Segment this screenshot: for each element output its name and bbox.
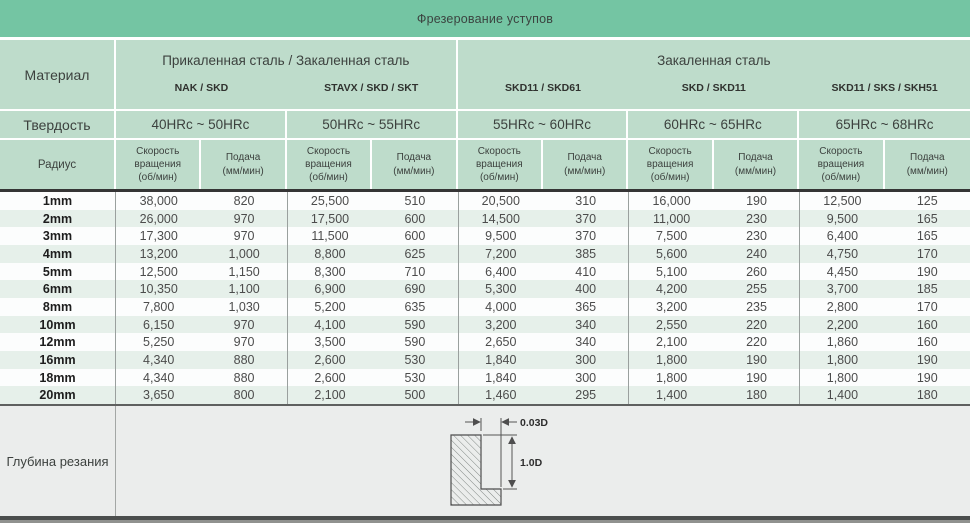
speed-column-header: [799, 140, 884, 189]
depth-diagram-area: [116, 406, 970, 516]
feed-header-line: Подача: [396, 152, 432, 164]
radius-cell: 18mm: [0, 369, 116, 387]
value-cell: 3,200: [628, 298, 713, 316]
table-row: [0, 245, 970, 263]
value-cell: 385: [575, 246, 597, 261]
value-cell: 970: [233, 335, 255, 350]
value-cell: 970: [233, 229, 255, 244]
speed-column-header: [116, 140, 201, 189]
value-cell: 600: [404, 229, 426, 244]
depth-section: [0, 406, 970, 516]
radius-cell: 16mm: [0, 351, 116, 369]
radius-cell: 3mm: [0, 227, 116, 245]
value-cell: 600: [404, 211, 426, 226]
value-cell: 590: [404, 317, 426, 332]
speed-header-line: вращения: [134, 158, 182, 170]
value-cell: 6,400: [799, 227, 884, 245]
dim-label-top: 0.03D: [520, 417, 549, 429]
radius-cell: 8mm: [0, 298, 116, 316]
value-cell: 180: [746, 388, 767, 403]
value-cell: 6,400: [458, 263, 543, 281]
value-cell: 38,000: [139, 193, 178, 208]
title-bar: [0, 0, 970, 37]
feed-header-line: (мм/мин): [564, 165, 606, 177]
value-cell: 4,750: [799, 245, 884, 263]
radius-cell: 6mm: [0, 280, 116, 298]
steel-grades: NAK / SKD: [174, 82, 229, 94]
value-cell: 260: [746, 264, 767, 279]
value-cell: 2,650: [458, 333, 543, 351]
speed-header-line: (об/мин): [650, 172, 690, 184]
speed-header-line: Скорость: [136, 145, 180, 157]
speed-header-line: вращения: [817, 158, 865, 170]
speed-header-line: Скорость: [306, 145, 351, 157]
value-cell: 11,000: [628, 210, 713, 228]
radius-cell: 12mm: [0, 333, 116, 351]
value-cell: 1,800: [628, 351, 713, 369]
value-cell: 2,600: [287, 351, 372, 369]
step-diagram: [446, 414, 564, 512]
value-cell: 1,100: [228, 282, 260, 297]
feed-header-line: (мм/мин): [906, 165, 948, 177]
value-cell: 125: [916, 193, 938, 208]
value-cell: 17,300: [139, 229, 178, 244]
value-cell: 4,100: [287, 316, 372, 334]
value-cell: 4,340: [143, 370, 175, 385]
hardness-row: [0, 111, 970, 138]
value-cell: 9,500: [799, 210, 884, 228]
speed-header-line: (об/мин): [479, 172, 519, 184]
radius-cell: 20mm: [0, 386, 116, 404]
hardness-value: 65HRc ~ 68HRc: [835, 117, 934, 132]
value-cell: 6,150: [143, 317, 175, 332]
feed-header-line: (мм/мин): [734, 165, 777, 177]
radius-cell: 2mm: [0, 210, 116, 228]
value-cell: 510: [404, 193, 426, 208]
value-cell: 5,600: [628, 245, 713, 263]
value-cell: 340: [575, 317, 597, 332]
value-cell: 190: [746, 370, 767, 385]
feed-column-header: [543, 140, 628, 189]
value-cell: 2,800: [799, 298, 884, 316]
value-cell: 1,840: [458, 369, 543, 387]
radius-cell: 5mm: [0, 263, 116, 281]
value-cell: 5,100: [628, 263, 713, 281]
value-cell: 5,250: [143, 335, 175, 350]
value-cell: 5,200: [287, 298, 372, 316]
value-cell: 16,000: [628, 192, 713, 210]
speed-header-line: Скорость: [648, 145, 692, 157]
value-cell: 10,350: [139, 282, 178, 297]
value-cell: 530: [404, 352, 426, 367]
value-cell: 1,460: [458, 386, 543, 404]
feed-header-line: (мм/мин): [222, 165, 264, 177]
value-cell: 160: [916, 335, 938, 350]
value-cell: 1,800: [628, 369, 713, 387]
column-header-row: [0, 140, 970, 189]
value-cell: 1,860: [799, 333, 884, 351]
table-row: [0, 280, 970, 298]
material-label: Материал: [0, 40, 116, 109]
value-cell: 2,100: [287, 386, 372, 404]
value-cell: 530: [404, 370, 426, 385]
table-row: [0, 333, 970, 351]
value-cell: 25,500: [287, 192, 372, 210]
value-cell: 4,200: [628, 280, 713, 298]
value-cell: 1,400: [799, 386, 884, 404]
value-cell: 185: [916, 282, 938, 297]
value-cell: 4,450: [799, 263, 884, 281]
value-cell: 1,400: [628, 386, 713, 404]
value-cell: 340: [575, 335, 597, 350]
value-cell: 6,900: [287, 280, 372, 298]
value-cell: 26,000: [139, 211, 178, 226]
value-cell: 1,030: [228, 299, 260, 314]
feed-column-header: [201, 140, 286, 189]
value-cell: 4,000: [458, 298, 543, 316]
value-cell: 3,500: [287, 333, 372, 351]
value-cell: 2,550: [628, 316, 713, 334]
speed-header-line: (об/мин): [821, 172, 861, 184]
value-cell: 7,200: [458, 245, 543, 263]
value-cell: 165: [916, 229, 938, 244]
radius-cell: 10mm: [0, 316, 116, 334]
depth-label: Глубина резания: [0, 406, 116, 516]
value-cell: 710: [404, 264, 426, 279]
value-cell: 13,200: [139, 246, 178, 261]
hardness-label: Твердость: [0, 111, 116, 138]
table-row: [0, 263, 970, 281]
value-cell: 9,500: [458, 227, 543, 245]
speed-column-header: [628, 140, 713, 189]
value-cell: 12,500: [139, 264, 178, 279]
value-cell: 7,500: [628, 227, 713, 245]
table-row: [0, 298, 970, 316]
steel-grades: STAVX / SKD / SKT: [287, 80, 458, 109]
value-cell: 220: [746, 335, 767, 350]
value-cell: 14,500: [458, 210, 543, 228]
value-cell: 880: [233, 352, 255, 367]
value-cell: 180: [916, 388, 938, 403]
table-row: [0, 192, 970, 210]
value-cell: 160: [916, 317, 938, 332]
table-row: [0, 369, 970, 387]
speed-header-line: вращения: [646, 158, 694, 170]
speed-header-line: (об/мин): [309, 172, 348, 184]
value-cell: 880: [233, 370, 255, 385]
value-cell: 400: [575, 282, 597, 297]
value-cell: 370: [575, 211, 597, 226]
value-cell: 190: [916, 264, 938, 279]
feed-header-line: (мм/мин): [393, 165, 435, 177]
value-cell: 300: [575, 370, 597, 385]
value-cell: 1,800: [799, 351, 884, 369]
dim-label-side: 1.0D: [520, 457, 543, 469]
value-cell: 3,700: [799, 280, 884, 298]
hardness-value: 50HRc ~ 55HRc: [287, 111, 458, 138]
value-cell: 12,500: [799, 192, 884, 210]
value-cell: 295: [575, 388, 597, 403]
value-cell: 370: [575, 229, 597, 244]
value-cell: 625: [404, 246, 426, 261]
radius-cell: 1mm: [0, 192, 116, 210]
radius-cell: 4mm: [0, 245, 116, 263]
speed-header-line: Скорость: [819, 145, 863, 157]
speed-header-line: Скорость: [477, 145, 521, 157]
value-cell: 970: [233, 211, 255, 226]
value-cell: 3,650: [143, 388, 175, 403]
value-cell: 165: [916, 211, 938, 226]
value-cell: 300: [575, 352, 597, 367]
value-cell: 190: [916, 370, 938, 385]
feed-header-line: Подача: [567, 152, 602, 164]
value-cell: 1,800: [799, 369, 884, 387]
table-row: [0, 227, 970, 245]
value-cell: 7,800: [143, 299, 175, 314]
steel-grades: SKD11 / SKD61: [505, 82, 581, 94]
table-row: [0, 210, 970, 228]
value-cell: 190: [746, 193, 767, 208]
speed-header-line: вращения: [305, 158, 352, 170]
value-cell: 2,100: [628, 333, 713, 351]
value-cell: 235: [746, 299, 767, 314]
value-cell: 820: [233, 193, 255, 208]
speed-header-line: вращения: [475, 158, 523, 170]
table-row: [0, 316, 970, 334]
value-cell: 635: [404, 299, 426, 314]
feed-column-header: [372, 140, 457, 189]
speed-column-header: [287, 140, 372, 189]
value-cell: 365: [575, 299, 597, 314]
table-row: [0, 351, 970, 369]
value-cell: 170: [916, 246, 938, 261]
table-row: [0, 386, 970, 404]
workpiece-shape: [451, 435, 501, 505]
radius-label: Радиус: [0, 140, 116, 189]
value-cell: 20,500: [458, 192, 543, 210]
value-cell: 240: [746, 246, 767, 261]
value-cell: 255: [746, 282, 767, 297]
feed-header-line: Подача: [225, 152, 261, 164]
hardness-value: 60HRc ~ 65HRc: [628, 111, 799, 138]
speed-header-line: (об/мин): [138, 172, 178, 184]
materials-header: [0, 40, 970, 109]
value-cell: 1,840: [458, 351, 543, 369]
value-cell: 970: [233, 317, 255, 332]
page-title: Фрезерование уступов: [416, 11, 554, 26]
value-cell: 2,200: [799, 316, 884, 334]
feed-header-line: Подача: [738, 152, 773, 164]
value-cell: 17,500: [287, 210, 372, 228]
value-cell: 3,200: [458, 316, 543, 334]
value-cell: 1,150: [228, 264, 260, 279]
value-cell: 2,600: [287, 369, 372, 387]
feed-column-header: [714, 140, 799, 189]
value-cell: 500: [404, 388, 426, 403]
value-cell: 190: [916, 352, 938, 367]
value-cell: 590: [404, 335, 426, 350]
value-cell: 310: [575, 193, 597, 208]
value-cell: 230: [746, 229, 767, 244]
value-cell: 8,800: [287, 245, 372, 263]
feed-column-header: [885, 140, 970, 189]
group-title: Закаленная сталь: [657, 52, 771, 68]
value-cell: 4,340: [143, 352, 175, 367]
value-cell: 190: [746, 352, 767, 367]
value-cell: 1,000: [228, 246, 260, 261]
steel-grades: SKD11 / SKS / SKH51: [831, 82, 938, 94]
value-cell: 220: [746, 317, 767, 332]
steel-grades: SKD / SKD11: [681, 82, 746, 94]
value-cell: 410: [575, 264, 597, 279]
value-cell: 690: [404, 282, 426, 297]
hardness-value: 55HRc ~ 60HRc: [458, 111, 629, 138]
value-cell: 230: [746, 211, 767, 226]
value-cell: 170: [916, 299, 938, 314]
speed-column-header: [458, 140, 543, 189]
hardness-value: 40HRc ~ 50HRc: [116, 111, 287, 138]
value-cell: 11,500: [287, 227, 372, 245]
value-cell: 5,300: [458, 280, 543, 298]
value-cell: 800: [233, 388, 255, 403]
value-cell: 8,300: [287, 263, 372, 281]
feed-header-line: Подача: [910, 152, 945, 164]
group-title: Прикаленная сталь / Закаленная сталь: [116, 40, 458, 80]
data-table: [0, 192, 970, 404]
